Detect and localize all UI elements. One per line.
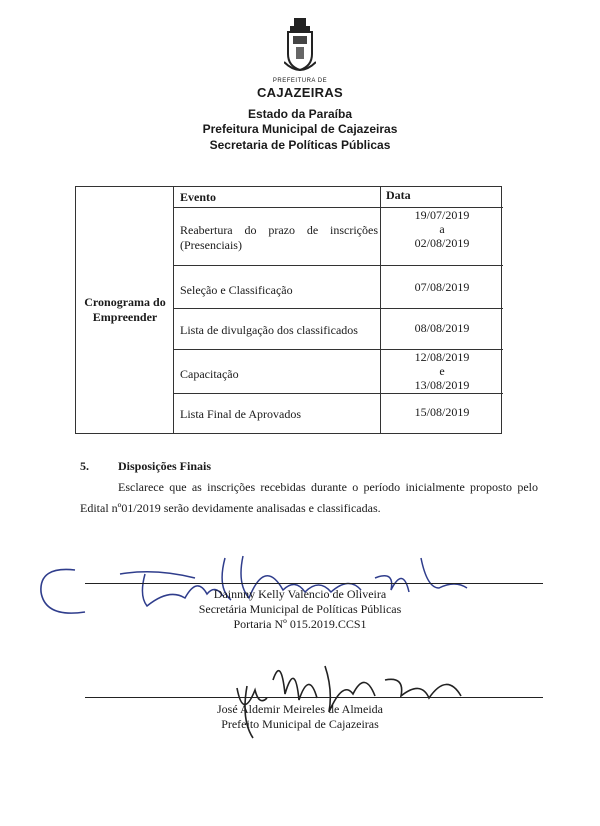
signature-line bbox=[85, 583, 543, 584]
event-cell: Reabertura do prazo de inscrições (Presenciais) bbox=[180, 223, 378, 252]
signatory-name: Dainnny Kelly Valencio de Oliveira bbox=[213, 587, 387, 601]
section-number: 5. bbox=[80, 459, 89, 473]
date-cell: 19/07/2019 a 02/08/2019 bbox=[414, 208, 470, 250]
row-divider bbox=[174, 393, 503, 394]
date-cell: 08/08/2019 bbox=[414, 321, 470, 335]
date-cell: 12/08/2019 e 13/08/2019 bbox=[414, 350, 470, 392]
event-cell: Lista Final de Aprovados bbox=[180, 407, 301, 421]
event-cell: Capacitação bbox=[180, 367, 239, 381]
coat-of-arms-icon bbox=[284, 18, 316, 78]
event-cell: Seleção e Classificação bbox=[180, 283, 293, 297]
paragraph-line: Edital nº01/2019 serão devidamente analisadas e classificadas. bbox=[80, 501, 381, 515]
row-divider bbox=[174, 265, 503, 266]
signatory-role: Secretária Municipal de Políticas Públicas bbox=[198, 602, 402, 616]
schedule-label: Cronograma do Empreender bbox=[84, 295, 166, 324]
date-cell: 07/08/2019 bbox=[414, 280, 470, 294]
signatory-role: Prefeito Municipal de Cajazeiras bbox=[221, 717, 379, 731]
paragraph-line: Esclarece que as inscrições recebidas durante o período inicialmente proposto pelo bbox=[118, 480, 538, 494]
signatory-ordinance: Portaria Nº 015.2019.CCS1 bbox=[233, 617, 367, 631]
header-prefeitura: Prefeitura Municipal de Cajazeiras bbox=[202, 122, 398, 136]
header-state: Estado da Paraíba bbox=[247, 107, 353, 121]
logo-caption-small: PREFEITURA DE bbox=[272, 78, 328, 84]
header-date: Data bbox=[386, 188, 411, 202]
date-cell: 15/08/2019 bbox=[414, 405, 470, 419]
signature-line bbox=[85, 697, 543, 698]
logo-caption-city: CAJAZEIRAS bbox=[256, 85, 344, 100]
header-event: Evento bbox=[180, 190, 216, 204]
schedule-label-cell bbox=[76, 187, 174, 433]
row-divider bbox=[174, 308, 503, 309]
header-secretaria: Secretaria de Políticas Públicas bbox=[209, 138, 391, 152]
signatory-name: José Aldemir Meireles de Almeida bbox=[217, 702, 383, 716]
schedule-table bbox=[75, 186, 502, 434]
section-title: Disposições Finais bbox=[118, 459, 212, 473]
event-cell: Lista de divulgação dos classificados bbox=[180, 323, 358, 337]
